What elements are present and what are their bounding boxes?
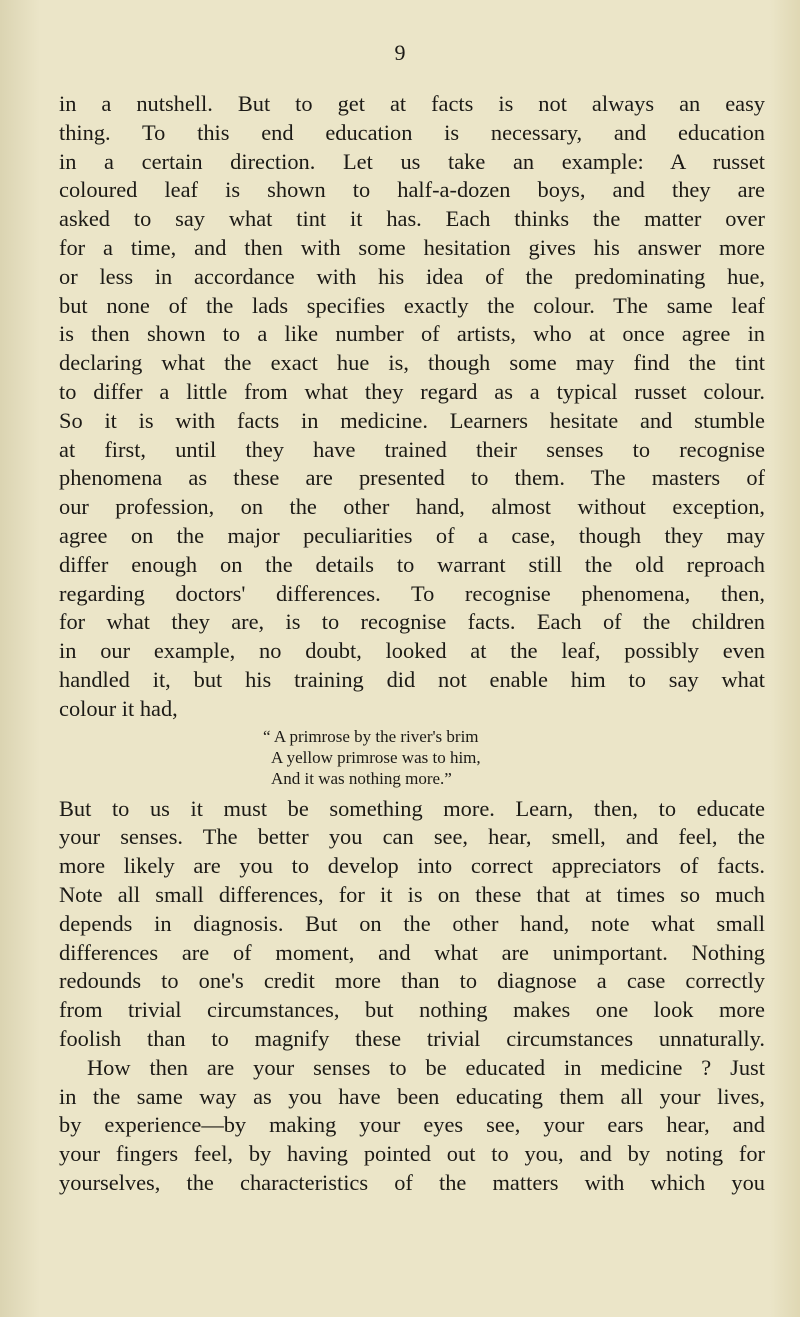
verse-quote xyxy=(59,726,765,789)
text-line: differ enough on the details to warrant still the old reproach xyxy=(59,551,765,577)
body-text xyxy=(59,90,765,1198)
text-line: more likely are you to develop into correct appreciators of facts. xyxy=(59,853,765,879)
text-line: for what they are, is to recognise facts. Each of the children xyxy=(59,609,765,635)
text-line: How then are your senses to be educated in medicine ? Just xyxy=(87,1054,765,1080)
paragraph-2 xyxy=(59,795,765,1198)
text-line: to differ a little from what they regard as a typical russet colour. xyxy=(59,378,765,404)
text-line: Note all small differences, for it is on these that at times so much xyxy=(59,881,765,907)
text-line: differences are of moment, and what are unimportant. Nothing xyxy=(59,939,765,965)
quote-line: “ A primrose by the river's brim xyxy=(263,726,479,746)
quote-line: And it was nothing more.” xyxy=(271,768,452,788)
text-line: your fingers feel, by having pointed out to you, and by noting for xyxy=(59,1141,765,1167)
text-line: asked to say what tint it has. Each thinks the matter over xyxy=(59,206,765,232)
text-line: or less in accordance with his idea of the predominating hue, xyxy=(59,263,765,289)
text-line: phenomena as these are presented to them. The masters of xyxy=(59,465,765,491)
text-line: in the same way as you have been educating them all your lives, xyxy=(59,1083,765,1109)
text-line: but none of the lads specifies exactly the colour. The same leaf xyxy=(59,292,765,318)
text-line: colour it had, xyxy=(59,695,178,721)
text-line: at first, until they have trained their senses to recognise xyxy=(59,436,765,462)
text-line: coloured leaf is shown to half-a-dozen boys, and they are xyxy=(59,177,765,203)
text-line: for a time, and then with some hesitation gives his answer more xyxy=(59,234,765,260)
text-line: your senses. The better you can see, hear, smell, and feel, the xyxy=(59,824,765,850)
text-line: agree on the major peculiarities of a case, though they may xyxy=(59,522,765,548)
text-line: depends in diagnosis. But on the other hand, note what small xyxy=(59,910,765,936)
text-line: is then shown to a like number of artists, who at once agree in xyxy=(59,321,765,347)
text-line: in a nutshell. But to get at facts is not always an easy xyxy=(59,91,765,116)
text-line: But to us it must be something more. Learn, then, to educate xyxy=(59,795,765,821)
text-line: declaring what the exact hue is, though some may find the tint xyxy=(59,350,765,376)
text-line: regarding doctors' differences. To recognise phenomena, then, xyxy=(59,580,765,606)
text-line: in a certain direction. Let us take an example: A russet xyxy=(59,148,765,174)
text-line: So it is with facts in medicine. Learners hesitate and stumble xyxy=(59,407,765,433)
text-line: by experience—by making your eyes see, your ears hear, and xyxy=(59,1112,765,1138)
text-line: in our example, no doubt, looked at the leaf, possibly even xyxy=(59,638,765,664)
page-number: 9 xyxy=(394,40,406,65)
text-line: from trivial circumstances, but nothing makes one look more xyxy=(59,997,765,1023)
text-line: our profession, on the other hand, almost without exception, xyxy=(59,494,765,520)
quote-line: A yellow primrose was to him, xyxy=(271,747,481,767)
text-line: foolish than to magnify these trivial circumstances unnaturally. xyxy=(59,1025,765,1051)
text-line: handled it, but his training did not enable him to say what xyxy=(59,666,765,692)
text-line: yourselves, the characteristics of the matters with which you xyxy=(59,1169,765,1195)
text-line: redounds to one's credit more than to diagnose a case correctly xyxy=(59,968,765,994)
paragraph-1 xyxy=(59,90,765,724)
text-line: thing. To this end education is necessary, and education xyxy=(59,119,765,145)
